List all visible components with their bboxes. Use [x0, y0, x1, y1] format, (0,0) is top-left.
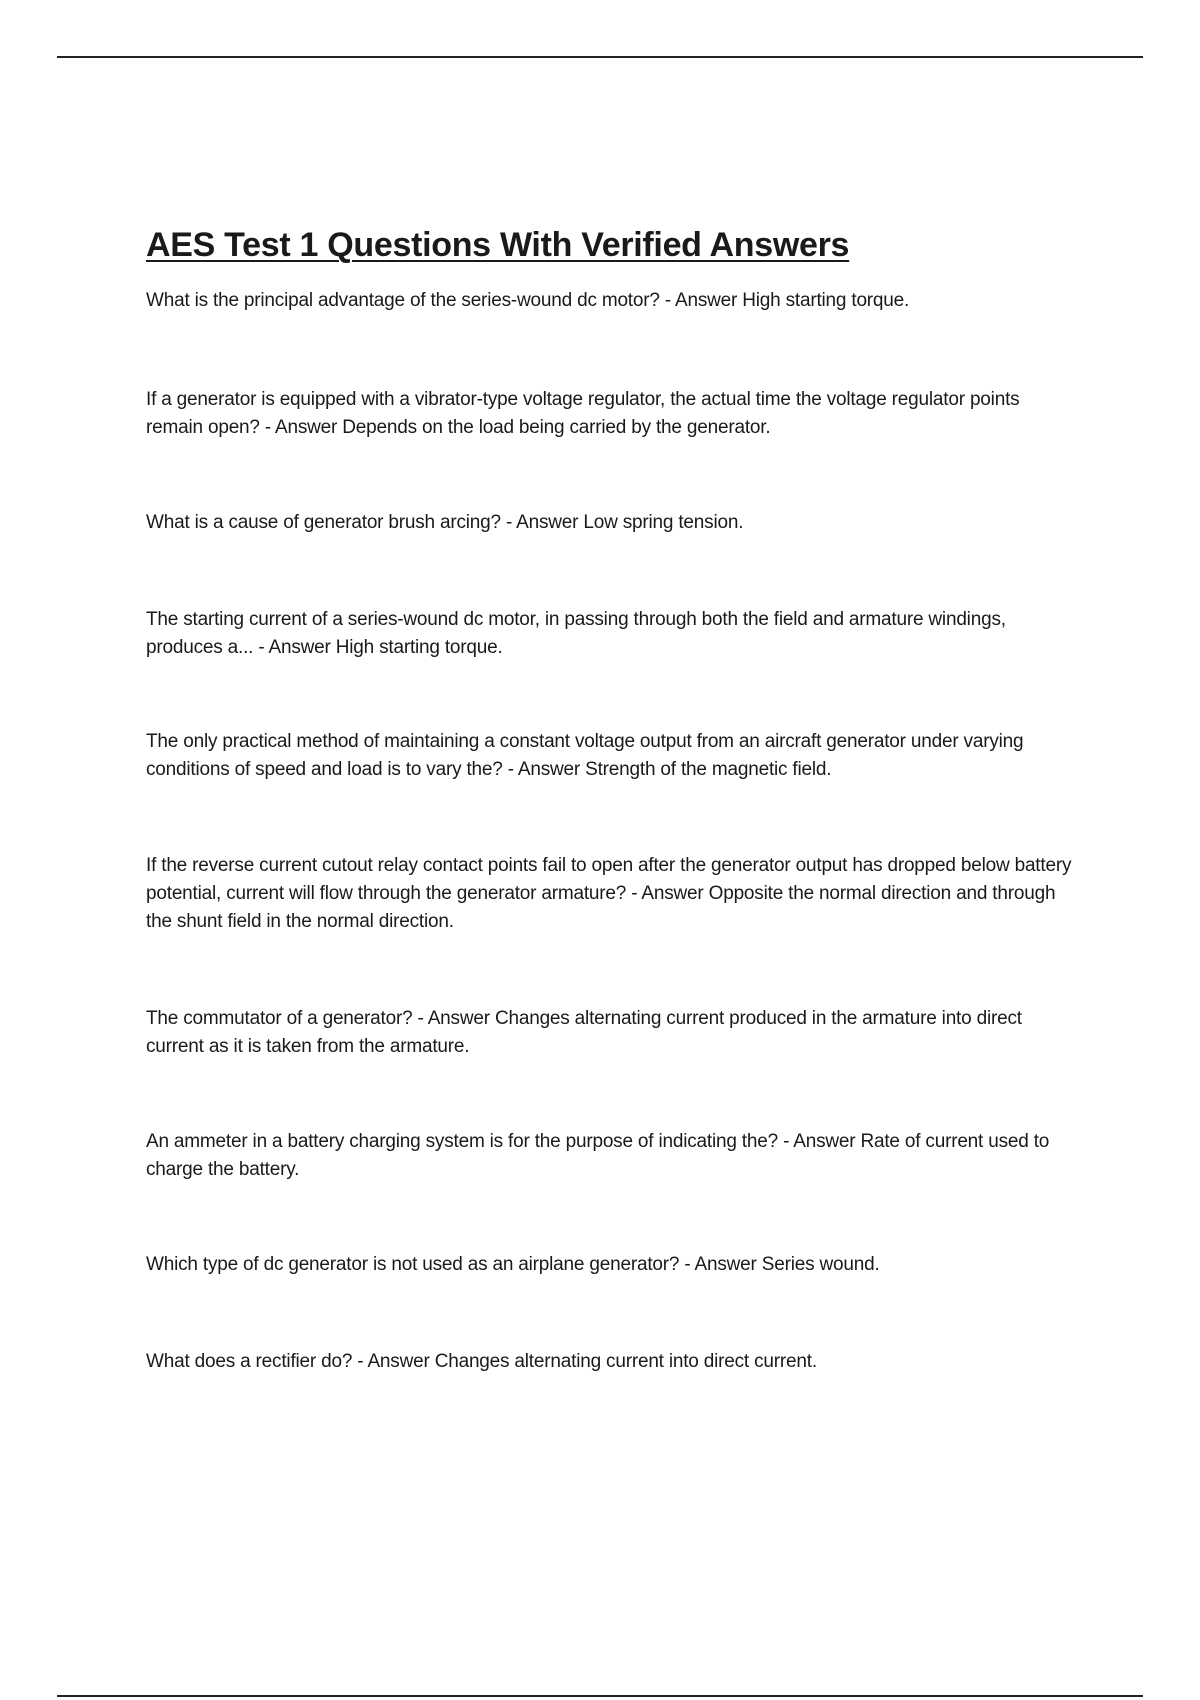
- qa-item-3: What is a cause of generator brush arcing? - Answer Low spring tension.: [146, 512, 744, 533]
- qa-item-7: The commutator of a generator? - Answer Changes alternating current produced in the armature into direct current as it is taken from the armature.: [146, 1008, 1022, 1057]
- qa-item-8: An ammeter in a battery charging system is for the purpose of indicating the? - Answer Rate of current used to charge the battery.: [146, 1131, 1050, 1180]
- footer-divider: [57, 1695, 1143, 1697]
- qa-item-1: What is the principal advantage of the series-wound dc motor? - Answer High starting torque.: [146, 290, 910, 311]
- qa-item-9: Which type of dc generator is not used as an airplane generator? - Answer Series wound.: [146, 1254, 880, 1275]
- qa-item-6: If the reverse current cutout relay contact points fail to open after the generator output has dropped below battery potential, current will flow through the generator armature? - Answer Opposite the normal direction and through the shunt field in the normal direction.: [146, 855, 1072, 932]
- page-title: AES Test 1 Questions With Verified Answers: [146, 226, 850, 264]
- header-divider: [57, 56, 1143, 58]
- qa-item-5: The only practical method of maintaining a constant voltage output from an aircraft generator under varying conditions of speed and load is to vary the? - Answer Strength of the magnetic field.: [146, 731, 1024, 780]
- qa-item-2: If a generator is equipped with a vibrator-type voltage regulator, the actual time the voltage regulator points remain open? - Answer Depends on the load being carried by the generator.: [146, 389, 1020, 438]
- qa-item-4: The starting current of a series-wound dc motor, in passing through both the field and armature windings, produces a... - Answer High starting torque.: [146, 609, 1006, 658]
- qa-item-10: What does a rectifier do? - Answer Changes alternating current into direct current.: [146, 1351, 817, 1372]
